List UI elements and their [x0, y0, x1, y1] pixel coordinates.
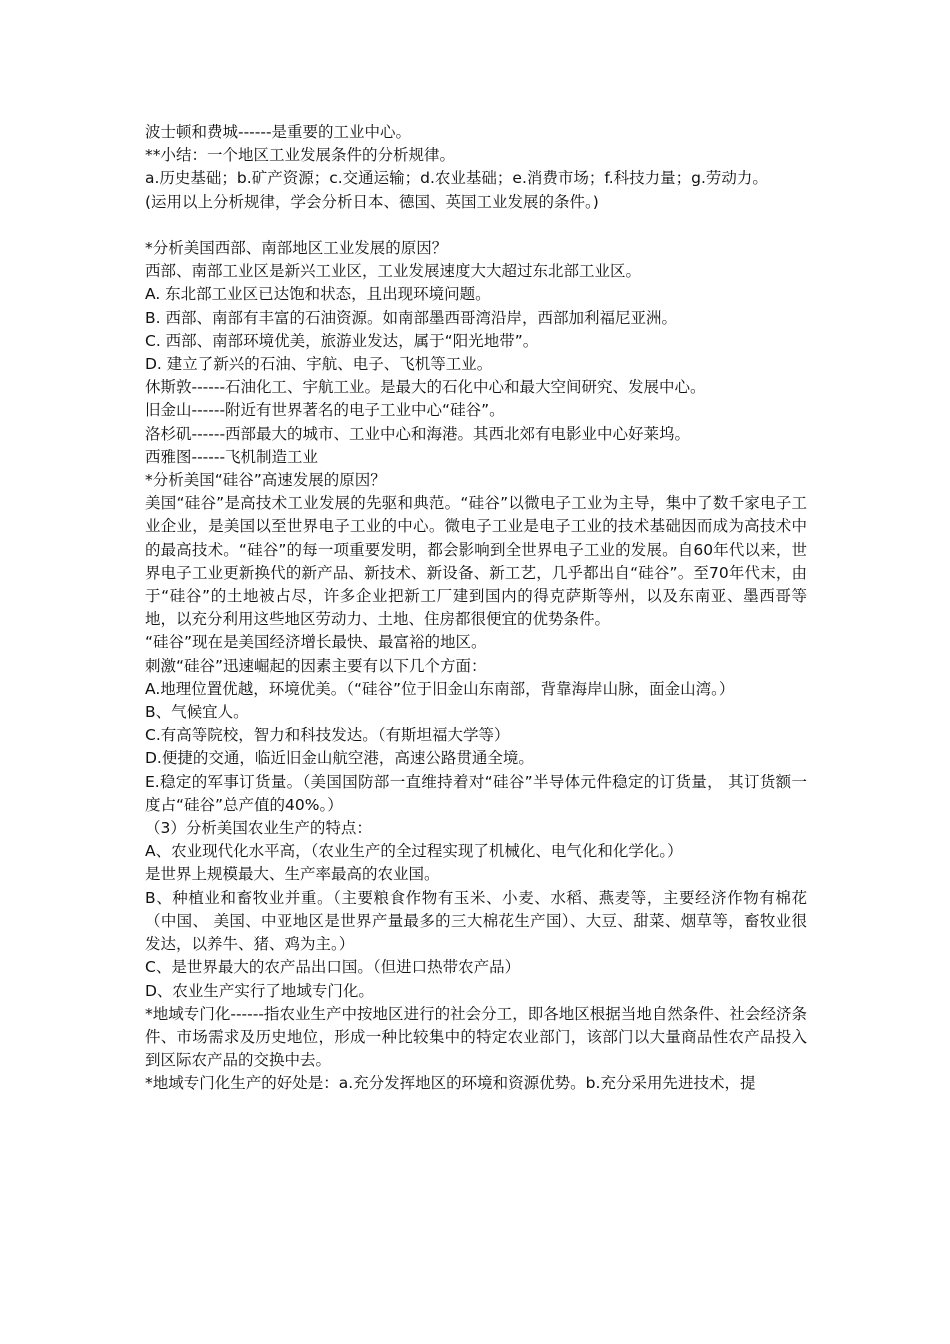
- paragraph: C、是世界最大的农产品出口国。（但进口热带农产品）: [145, 958, 521, 977]
- paragraph: 波士顿和费城------是重要的工业中心。: [145, 123, 412, 141]
- paragraph: 是世界上规模最大、生产率最高的农业国。: [145, 865, 440, 884]
- paragraph: A.地理位置优越，环境优美。（“硅谷”位于旧金山东南部，背靠海岸山脉，面金山湾。）: [145, 679, 735, 698]
- paragraph: 洛杉矶------西部最大的城市、工业中心和海港。其西北郊有电影业中心好莱坞。: [145, 424, 691, 443]
- paragraph: C.有高等院校，智力和科技发达。（有斯坦福大学等）: [145, 726, 510, 745]
- paragraph: D、农业生产实行了地域专门化。: [145, 981, 374, 1000]
- paragraph: B、气候宜人。: [145, 703, 249, 722]
- paragraph: （3）分析美国农业生产的特点：: [145, 819, 372, 838]
- paragraph: D. 建立了新兴的石油、宇航、电子、飞机等工业。: [145, 355, 493, 374]
- paragraph: **小结：一个地区工业发展条件的分析规律。: [145, 146, 456, 165]
- paragraph: B. 西部、南部有丰富的石油资源。如南部墨西哥湾沿岸，西部加利福尼亚洲。: [145, 308, 677, 327]
- paragraph: E.稳定的军事订货量。（美国国防部一直维持着对“硅谷”半导体元件稳定的订货量， 其订货额一度占“硅谷”总产值的40%。）: [145, 772, 807, 814]
- paragraph: *分析美国西部、南部地区工业发展的原因？: [145, 239, 448, 257]
- paragraph: a.历史基础；b.矿产资源；c.交通运输；d.农业基础；e.消费市场；f.科技力量；g.劳动力。: [145, 169, 768, 188]
- paragraph: *地域专门化------指农业生产中按地区进行的社会分工，即各地区根据当地自然条件、社会经济条件、市场需求及历史地位，形成一种比较集中的特定农业部门，该部门以大量商品性农产品投入到区际农产品的交换中去。: [145, 1004, 807, 1070]
- document-page: [145, 121, 807, 1096]
- paragraph: B、种植业和畜牧业并重。（主要粮食作物有玉米、小麦、水稻、燕麦等，主要经济作物有棉花（中国、 美国、中亚地区是世界产量最多的三大棉花生产国）、大豆、甜菜、烟草等，畜牧业很发达，以养牛、猪、鸡为主。）: [145, 888, 807, 954]
- paragraph: 刺激“硅谷”迅速崛起的因素主要有以下几个方面：: [145, 656, 487, 675]
- paragraph: (运用以上分析规律，学会分析日本、德国、英国工业发展的条件。): [145, 192, 599, 211]
- paragraph: 西部、南部工业区是新兴工业区，工业发展速度大大超过东北部工业区。: [145, 262, 642, 281]
- paragraph: 旧金山------附近有世界著名的电子工业中心“硅谷”。: [145, 401, 505, 420]
- paragraph: “硅谷”现在是美国经济增长最快、最富裕的地区。: [145, 633, 487, 652]
- paragraph: A. 东北部工业区已达饱和状态，且出现环境问题。: [145, 285, 491, 304]
- paragraph: C. 西部、南部环境优美，旅游业发达，属于“阳光地带”。: [145, 331, 539, 350]
- paragraph: *地域专门化生产的好处是：a.充分发挥地区的环境和资源优势。b.充分采用先进技术，提: [145, 1074, 756, 1093]
- paragraph: 休斯敦------石油化工、宇航工业。是最大的石化中心和最大空间研究、发展中心。: [145, 378, 706, 397]
- paragraph: *分析美国“硅谷”高速发展的原因？: [145, 471, 386, 490]
- paragraph: D.便捷的交通，临近旧金山航空港，高速公路贯通全境。: [145, 749, 534, 768]
- paragraph: A、农业现代化水平高，（农业生产的全过程实现了机械化、电气化和化学化。）: [145, 842, 683, 861]
- paragraph: 美国“硅谷”是高技术工业发展的先驱和典范。“硅谷”以微电子工业为主导，集中了数千家电子工业企业，是美国以至世界电子工业的中心。微电子工业是电子工业的技术基础因而成为高技术中的最高技术。“硅谷”的每一项重要发明，都会影响到全世界电子工业的发展。自60年代以来，世界电子工业更新换代的新产品、新技术、新设备、新工艺，几乎都出自“硅谷”。至70年代末，由于“硅谷”的土地被占尽，许多企业把新工厂建到国内的得克萨斯等州，以及东南亚、墨西哥等地，以充分利用这些地区劳动力、土地、住房都很便宜的优势条件。: [145, 494, 807, 629]
- paragraph: 西雅图------飞机制造工业: [145, 447, 319, 466]
- blank-line: [145, 214, 807, 237]
